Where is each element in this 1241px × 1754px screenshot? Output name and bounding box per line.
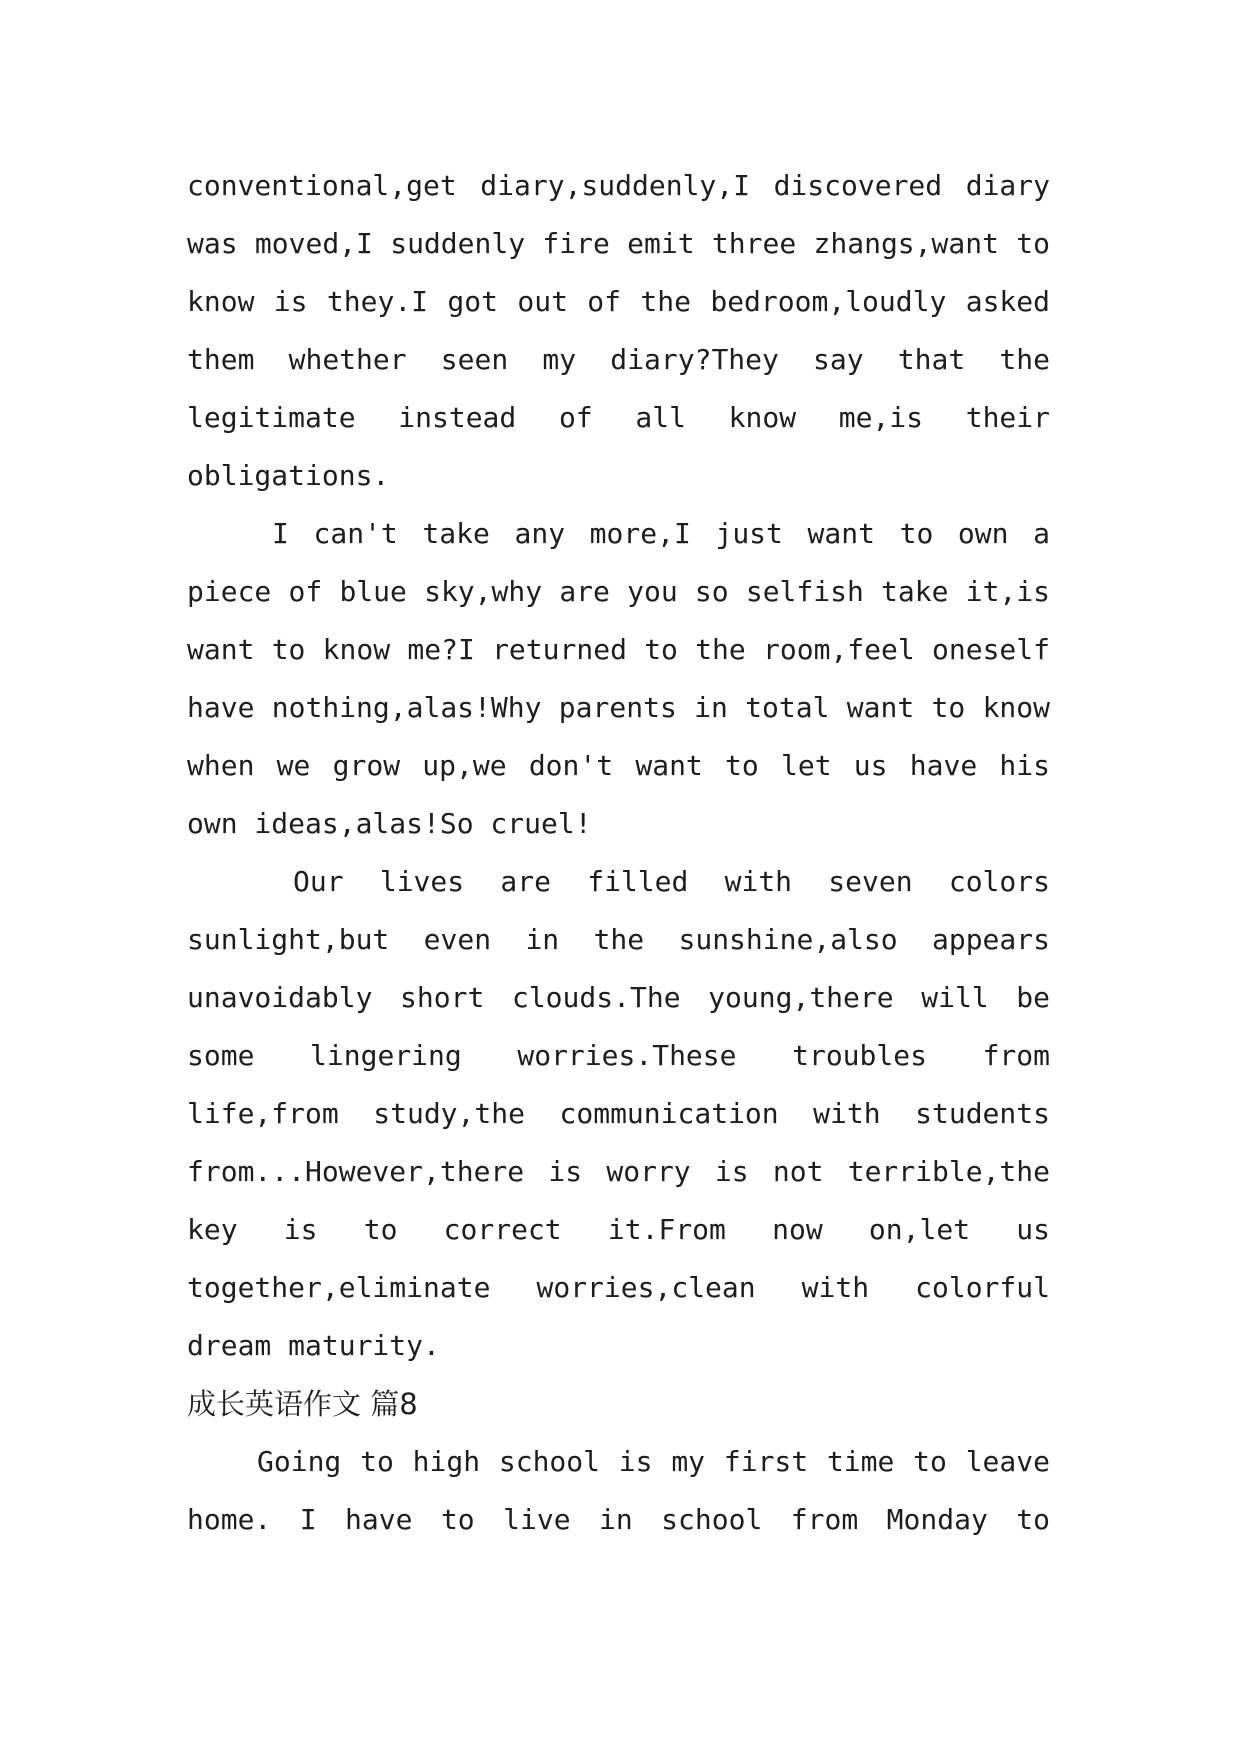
text-line: legitimate instead of all know me,is their — [187, 401, 1050, 434]
text-line: together,eliminate worries,clean with colorful — [187, 1271, 1050, 1304]
text-line: I can't take any more,I just want to own a — [272, 517, 1050, 550]
text-line: was moved,I suddenly fire emit three zhangs,want to — [187, 227, 1050, 260]
text-line: some lingering worries.These troubles from — [187, 1039, 1050, 1072]
text-line: dream maturity. — [187, 1329, 440, 1362]
text-line: home. I have to live in school from Monday to — [187, 1503, 1050, 1536]
text-line: life,from study,the communication with students — [187, 1097, 1050, 1130]
section-heading: 成长英语作文 篇8 — [187, 1387, 418, 1421]
text-line: piece of blue sky,why are you so selfish take it,is — [187, 575, 1050, 608]
text-line: have nothing,alas!Why parents in total want to know — [187, 691, 1050, 724]
text-line: Our lives are filled with seven colors — [293, 865, 1050, 898]
text-line: them whether seen my diary?They say that the — [187, 343, 1050, 376]
text-line: want to know me?I returned to the room,feel oneself — [187, 633, 1050, 666]
text-line: when we grow up,we don't want to let us have his — [187, 749, 1050, 782]
text-line: sunlight,but even in the sunshine,also appears — [187, 923, 1050, 956]
text-line: obligations. — [187, 459, 390, 492]
text-line: key is to correct it.From now on,let us — [187, 1213, 1050, 1246]
text-line: from...However,there is worry is not terrible,the — [187, 1155, 1050, 1188]
text-line: conventional,get diary,suddenly,I discovered diary — [187, 169, 1050, 202]
text-line: unavoidably short clouds.The young,there will be — [187, 981, 1050, 1014]
text-line: Going to high school is my first time to leave — [257, 1445, 1050, 1478]
text-line: own ideas,alas!So cruel! — [187, 807, 592, 840]
text-line: know is they.I got out of the bedroom,loudly asked — [187, 285, 1050, 318]
